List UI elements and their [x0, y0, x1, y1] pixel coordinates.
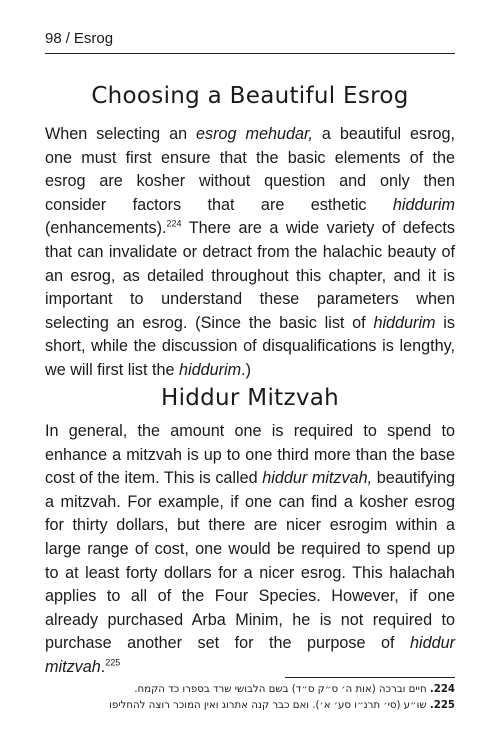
page-number: 98: [45, 30, 62, 47]
footnote-number: 225.: [429, 700, 455, 711]
italic-term: hiddurim: [392, 195, 455, 214]
footnote-224: [45, 684, 455, 695]
italic-term: esrog mehudar,: [196, 125, 313, 143]
footnote-225: [45, 700, 455, 711]
text-run: is short, while the discussion of disqualifications is lengthy, we will first list the: [45, 313, 455, 379]
italic-term: hiddurim: [179, 360, 242, 379]
running-title: Esrog: [73, 30, 114, 47]
footnote-number: 224.: [429, 684, 455, 695]
footnote-ref: 225: [105, 657, 121, 668]
section-heading-choosing: Choosing a Beautiful Esrog: [91, 83, 409, 109]
text-run: beautifying a mitzvah. For example, if one can find a kosher esrog for thirty dollars, but there are nicer esrogim within a large range of cost, one would be required to spend up to at least forty dollars for a nicer esrog. This halachah applies to all of the Four Species. However, if one already purchased Arba Minim, he is not required to purchase another set for the purpose of: [45, 469, 456, 653]
body-paragraph-hiddur-mitzvah: [45, 420, 455, 680]
footnote-separator: [285, 677, 455, 678]
header-separator: /: [65, 30, 70, 47]
footnote-ref: 224: [166, 218, 182, 229]
footnote-text: שו״ע (סי׳ תרנ״ו סע׳ א׳). ואם כבר קנה אתרוג ואין המוכר רוצה להחליפו: [109, 700, 427, 711]
footnote-text: חיים וברכה (אות ה׳ ס״ק ס״ד) בשם הלבושי שרד בספרו כד הקמח.: [134, 684, 427, 695]
text-run: There are a wide variety of defects that can invalidate or detract from the halachic beauty of an esrog, as detailed throughout this chapter, and it is important to understand these parameters when selecting an esrog. (Since the basic list of: [45, 219, 455, 332]
italic-term: hiddur mitzvah,: [262, 469, 373, 488]
text-run: (enhancements).: [45, 219, 167, 238]
text-run: When selecting an: [45, 125, 197, 143]
running-header: [45, 30, 455, 54]
text-run: In general, the amount one is required to spend to enhance a mitzvah is up to one third more than the base cost of the item. This is called: [45, 422, 455, 488]
text-run: .: [100, 657, 106, 676]
text-run: a beautiful esrog, one must first ensure that the basic elements of the esrog are kosher without question and only then consider factors that are esthetic: [45, 125, 456, 214]
body-paragraph-choosing: [45, 123, 455, 383]
text-run: .): [241, 360, 252, 379]
section-heading-hiddur-mitzvah: Hiddur Mitzvah: [160, 385, 340, 411]
italic-term: hiddurim: [373, 313, 436, 332]
italic-term: hiddur mitzvah: [45, 634, 455, 676]
